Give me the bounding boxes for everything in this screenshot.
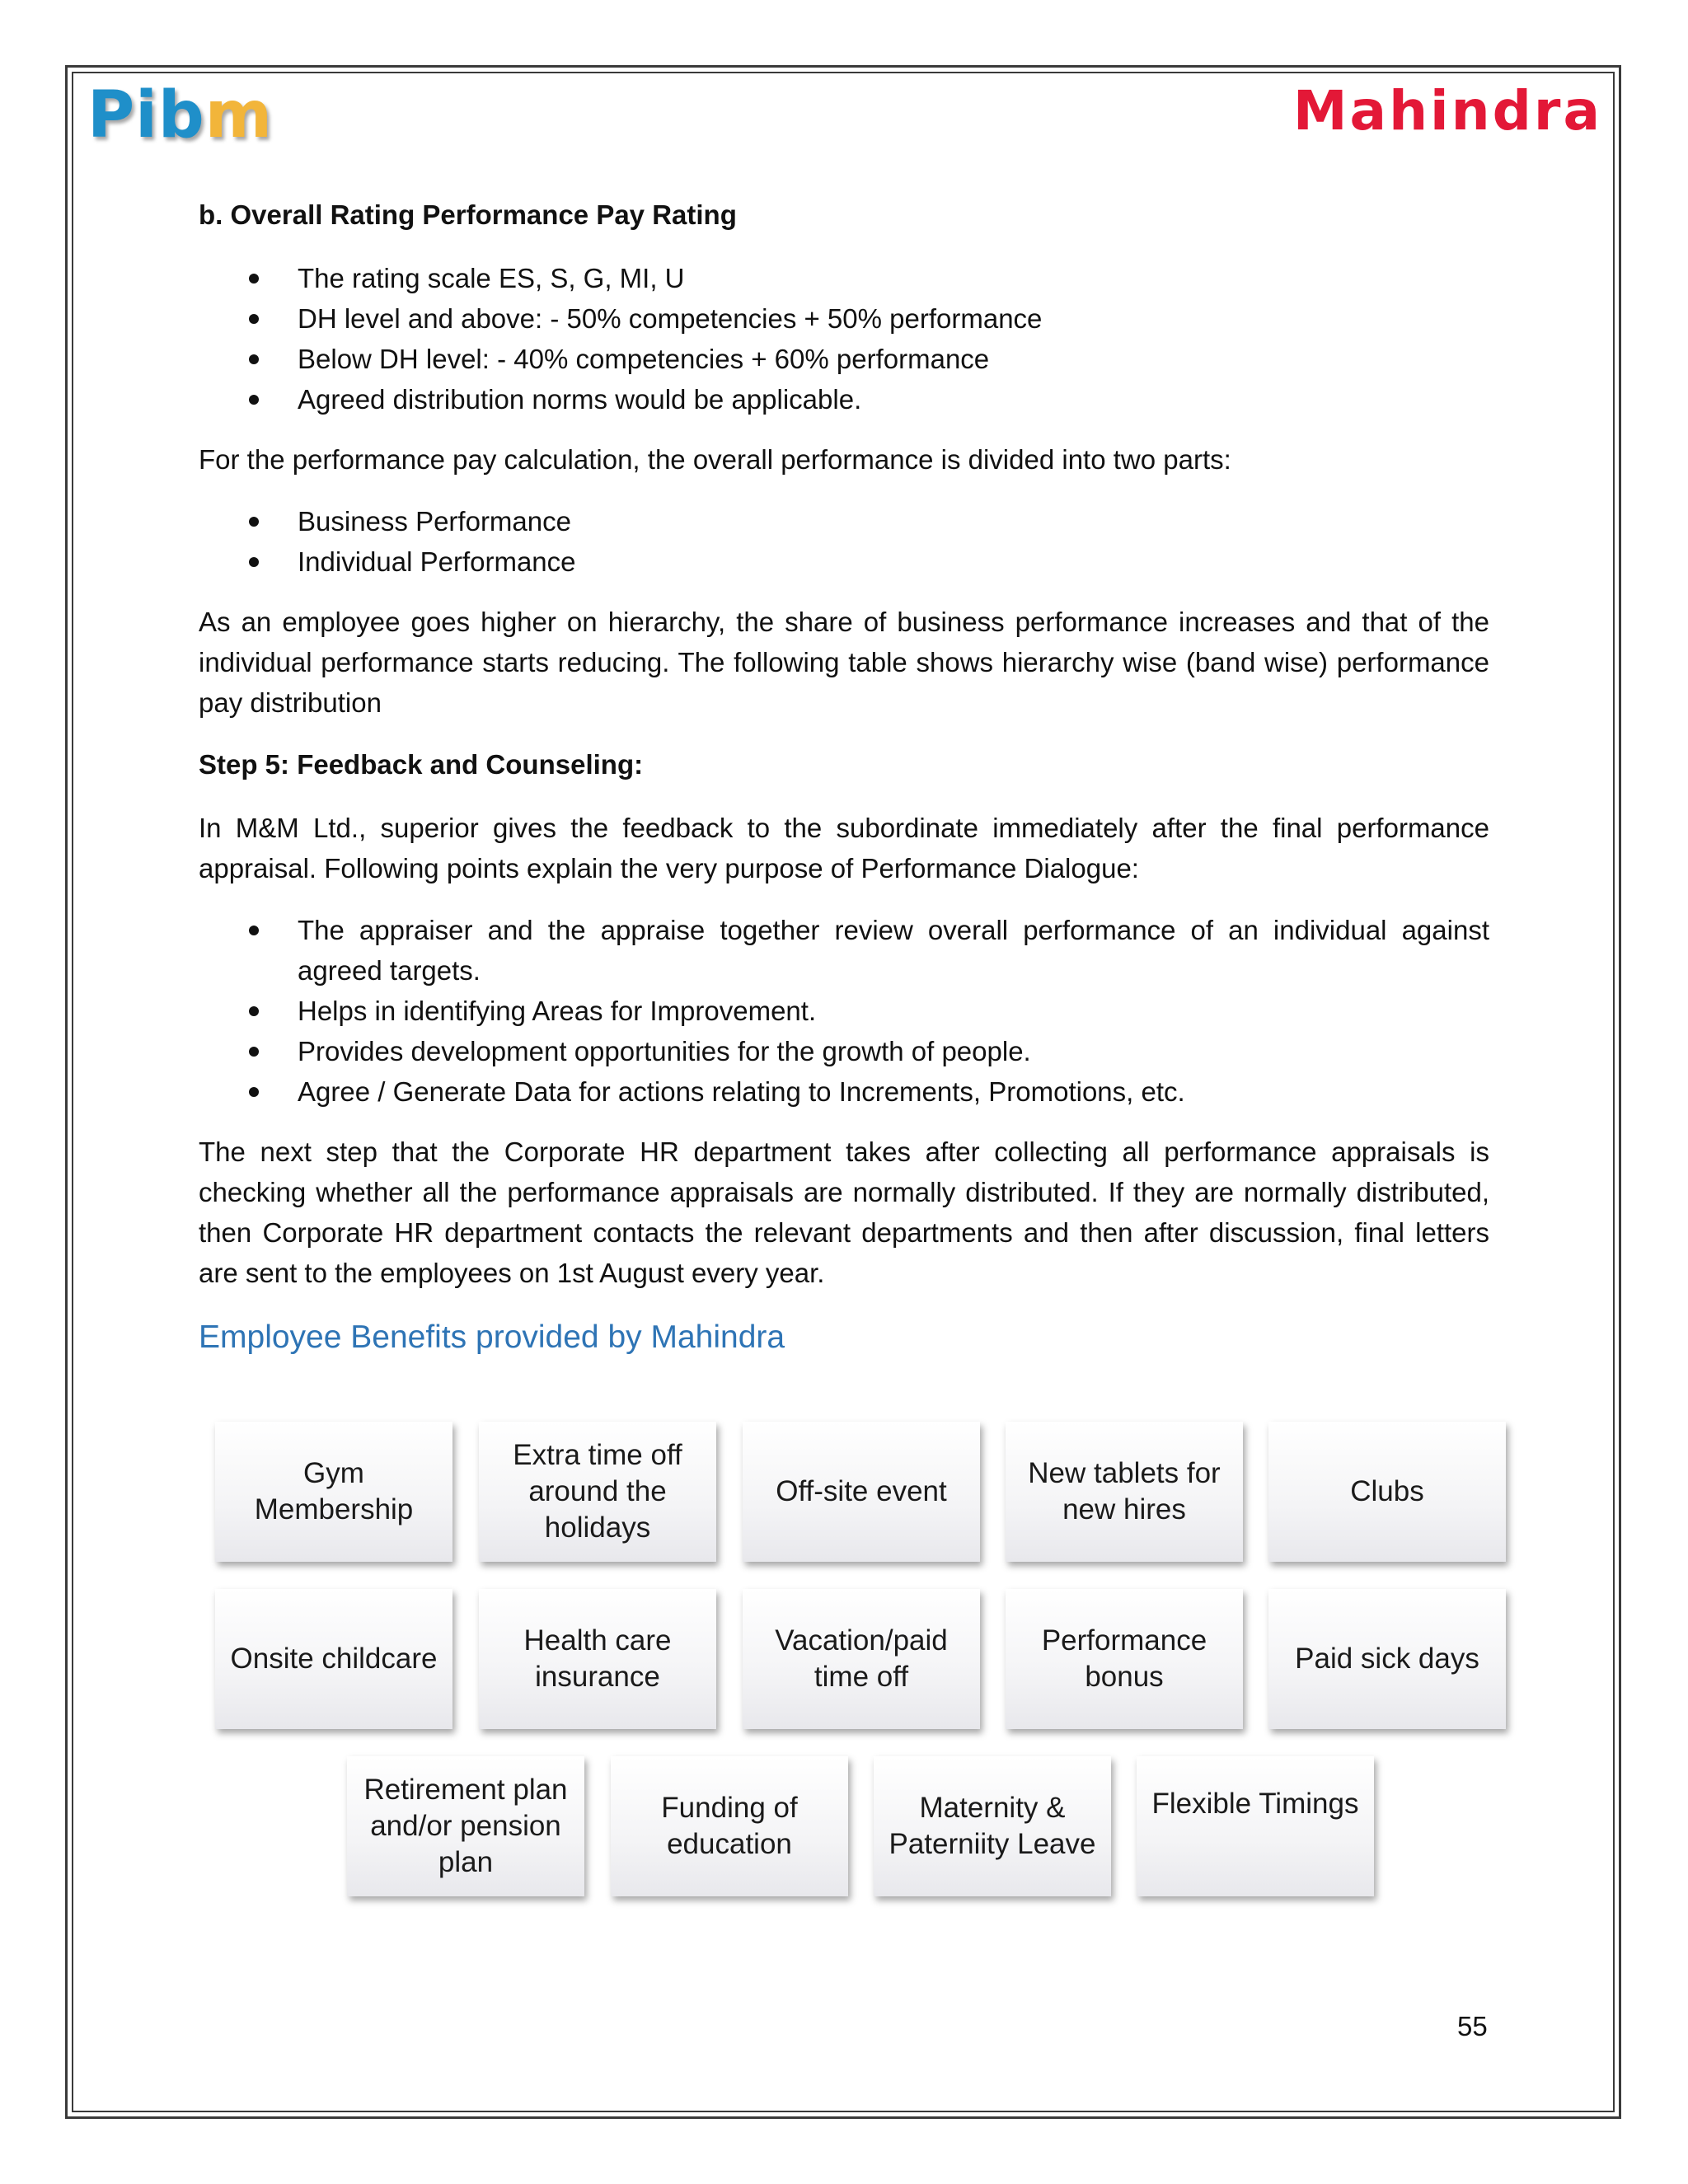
benefit-box: Gym Membership — [215, 1422, 452, 1562]
list-item: Individual Performance — [199, 541, 1489, 582]
list-item: Agree / Generate Data for actions relating to Increments, Promotions, etc. — [199, 1071, 1489, 1112]
list-item: Provides development opportunities for the growth of people. — [199, 1031, 1489, 1071]
pibm-logo-part-a: Pib — [87, 78, 205, 152]
benefit-box: Health care insurance — [479, 1589, 716, 1729]
list-item: Business Performance — [199, 501, 1489, 541]
list-item: Helps in identifying Areas for Improvement. — [199, 991, 1489, 1031]
benefit-box: Off-site event — [743, 1422, 980, 1562]
paragraph: As an employee goes higher on hierarchy, the share of business performance increases and that of the individual performance starts reducing. The following table shows hierarchy wise (band wise) performance pay distribution — [199, 607, 1489, 718]
benefit-box: Funding of education — [611, 1756, 848, 1896]
benefit-box: Onsite childcare — [215, 1589, 452, 1729]
list-item: The rating scale ES, S, G, MI, U — [199, 258, 1489, 298]
list-item: Below DH level: - 40% competencies + 60% performance — [199, 339, 1489, 379]
page-number: 55 — [1457, 2011, 1488, 2041]
rating-bullet-list — [199, 258, 1489, 419]
list-item: Agreed distribution norms would be applicable. — [199, 379, 1489, 419]
list-item: DH level and above: - 50% competencies + 50% performance — [199, 298, 1489, 339]
paragraph: In M&M Ltd., superior gives the feedback to the subordinate immediately after the final performance appraisal. Following points explain the very purpose of Performance Dialogue: — [199, 813, 1489, 883]
list-item: The appraiser and the appraise together review overall performance of an individual against agreed targets. — [199, 910, 1489, 991]
benefit-box: Extra time off around the holidays — [479, 1422, 716, 1562]
benefit-box: Clubs — [1268, 1422, 1506, 1562]
paragraph: For the performance pay calculation, the overall performance is divided into two parts: — [199, 444, 1231, 475]
pibm-logo — [87, 78, 274, 152]
performance-parts-list — [199, 501, 1489, 582]
page-content — [199, 194, 1489, 1361]
benefit-box: Vacation/paid time off — [743, 1589, 980, 1729]
paragraph: The next step that the Corporate HR department takes after collecting all performance appraisals is checking whether all the performance appraisals are normally distributed. If they are normally distributed, then Corporate HR department contacts the relevant departments and then after discussion, final letters are sent to the employees on 1st August every year. — [199, 1137, 1489, 1288]
step5-heading: Step 5: Feedback and Counseling: — [199, 749, 644, 780]
benefit-box: Paid sick days — [1268, 1589, 1506, 1729]
dialogue-bullet-list — [199, 910, 1489, 1112]
benefit-box: Retirement plan and/or pension plan — [347, 1756, 584, 1896]
pibm-logo-part-b: m — [204, 78, 274, 152]
benefit-box: Performance bonus — [1006, 1589, 1243, 1729]
section-b-heading: b. Overall Rating Performance Pay Rating — [199, 199, 737, 230]
benefits-title: Employee Benefits provided by Mahindra — [199, 1319, 785, 1355]
benefit-box: Maternity & Paterniity Leave — [874, 1756, 1111, 1896]
benefit-box: Flexible Timings — [1137, 1756, 1374, 1896]
mahindra-logo: Mahindra — [1292, 79, 1602, 143]
benefit-box: New tablets for new hires — [1006, 1422, 1243, 1562]
